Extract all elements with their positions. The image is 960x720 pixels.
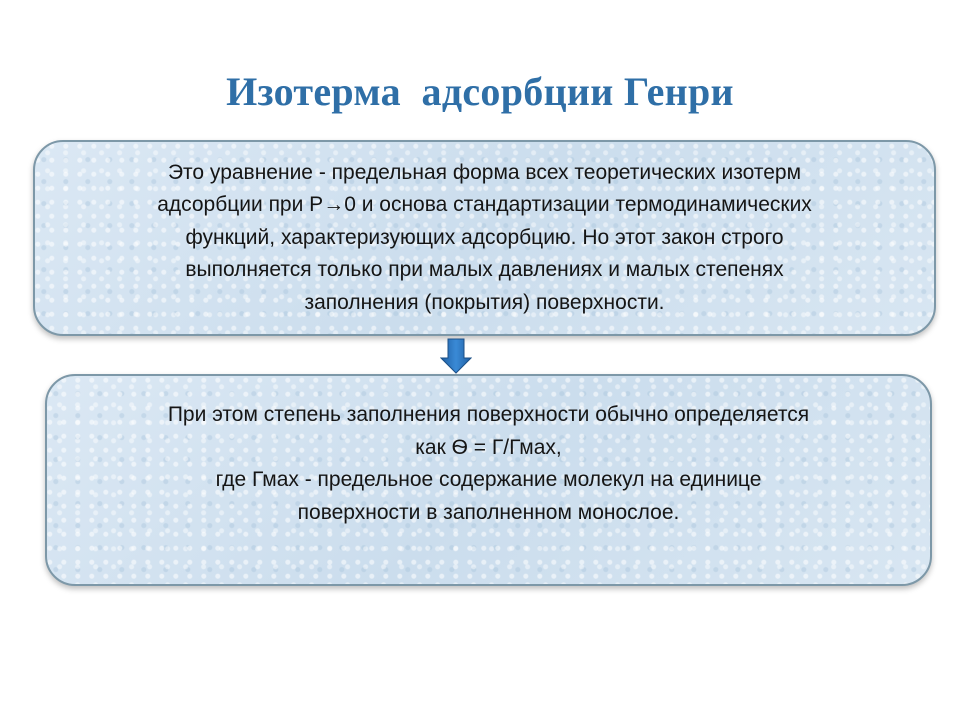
definition-line: Это уравнение - предельная форма всех теоретических изотерм bbox=[167, 160, 802, 184]
definition-line: функций, характеризующих адсорбцию. Но этот закон строго bbox=[185, 225, 784, 249]
coverage-box bbox=[45, 374, 932, 586]
definition-box bbox=[33, 140, 936, 336]
coverage-line: где Гмах - предельное содержание молекул на единице bbox=[215, 468, 762, 491]
arrow-down-icon bbox=[440, 338, 472, 374]
definition-line: выполняется только при малых давлениях и малых степенях bbox=[185, 258, 784, 282]
definition-line: заполнения (покрытия) поверхности. bbox=[304, 290, 665, 314]
coverage-text bbox=[168, 399, 809, 529]
definition-text bbox=[157, 157, 812, 320]
definition-line: адсорбции при P→0 и основа стандартизации термодинамических bbox=[157, 193, 812, 217]
slide-title: Изотерма адсорбции Генри bbox=[226, 69, 734, 114]
coverage-line: При этом степень заполнения поверхности обычно определяется bbox=[167, 403, 810, 426]
coverage-line: поверхности в заполненном монослое. bbox=[297, 500, 680, 524]
coverage-line: как Ѳ = Г/Гмах, bbox=[415, 435, 562, 459]
